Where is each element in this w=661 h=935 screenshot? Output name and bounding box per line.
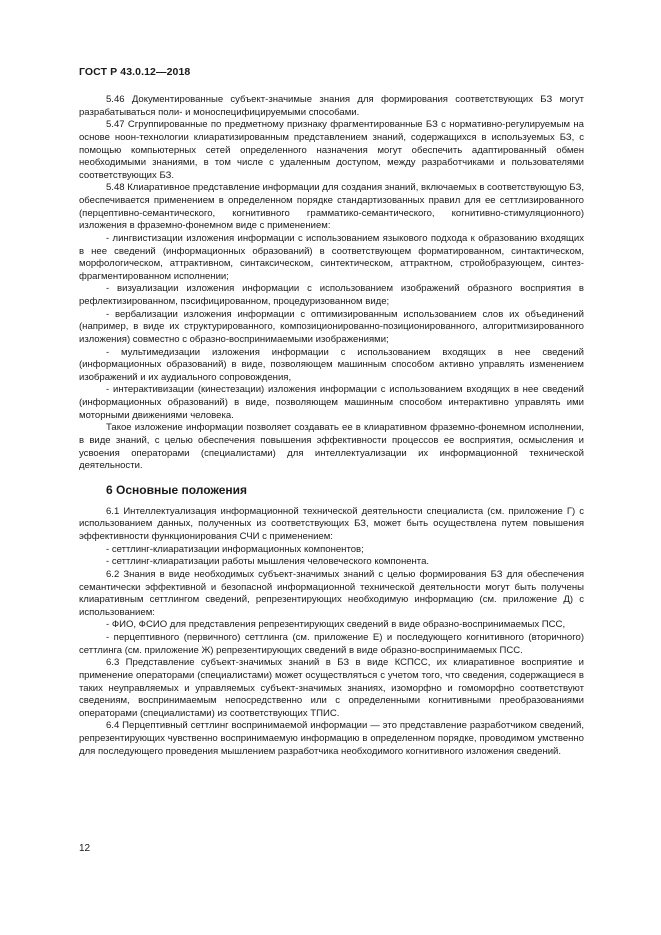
paragraph-5-47: 5.47 Сгруппированные по предметному признаку фрагментированные БЗ с нормативно-регулируемым на основе ноон-технологии клиаратизированным представлением знаний, содержащихся в используемых БЗ, с помощью компьютерных сетей определенного назначения могут обеспечить адаптированный обмен необходимыми знаниями, в том числе с удаленным доступом, между разработчиками и пользователями соответствующих БЗ.	[79, 119, 584, 181]
paragraph-5-48: 5.48 Клиаративное представление информации для создания знаний, включаемых в соответствующую БЗ, обеспечивается применением в определенном порядке стандартизованных правил для ее сеттлизированного (перцептивно-семантического, когнитивного грамматико-семантического, когнитивно-стимуляционного) изложения в фраземно-фонемном виде с применением:	[79, 182, 584, 232]
document-header: ГОСТ Р 43.0.12—2018	[79, 66, 191, 78]
list-item-multimedization: - мультимедизации изложения информации с использованием входящих в нее сведений (информационных образований) в виде, позволяющем машинным способом активно управлять изменением изображений и их аудиального сопровождения,	[79, 346, 584, 383]
section-spacer	[79, 473, 584, 482]
paragraph-6-3: 6.3 Представление субъект-значимых знаний в БЗ в виде КСПСС, их клиаративное восприятие и применение операторами (специалистами) может осуществляться с учетом того, что сведения, содержащиеся в таких неуправляемых и управляемых субъект-значимых знаниях, изоморфно и гомоморфно соответствуют сведениям, воспринимаемым непосредственно или с определенными когнитивными преобразованиями операторами (специалистами) из соответствующих ТПИС.	[79, 657, 584, 719]
paragraph-6-1: 6.1 Интеллектуализация информационной технической деятельности специалиста (см. приложение Г) с использованием данных, полученных из соответствующих БЗ, может быть осуществлена путем повышения эффективности функционирования СЧИ с применением:	[79, 505, 584, 542]
list-item-fio-fsio: - ФИО, ФСИО для представления репрезентирующих сведений в виде образно-воспринимаемых ПСС,	[106, 619, 566, 631]
paragraph-6-4: 6.4 Перцептивный сеттлинг воспринимаемой информации — это представление разработчиком сведений, репрезентирующих чувственно воспринимаемую информацию в определенном порядке, проводимом умственно для последующего проведения мышлением разработчика необходимого когнитивного изложения сведений.	[79, 720, 584, 757]
list-item-info-components: - сеттлинг-клиаратизации информационных компонентов;	[106, 543, 364, 555]
paragraph-5-46: 5.46 Документированные субъект-значимые знания для формирования соответствующих БЗ могут разрабатываться поли- и моноспецифицируемыми способами.	[79, 94, 584, 118]
list-item-linguistization: - лингвистизации изложения информации с использованием языкового подхода к образованию входящих в нее сведений (информационных образований) в соответствующем форматированном, синтактическом, морфологическом, аттрактивном, синтаксическом, синтектическом, аттрактном, стройобразующем, синтез-фрагментированном исполнении;	[79, 232, 584, 282]
section-spacer	[79, 498, 584, 506]
paragraph-6-2: 6.2 Знания в виде необходимых субъект-значимых знаний с целью формирования БЗ для обеспечения семантически эффективной и безопасной информационной технической деятельности могут быть получены клиаративным сеттлингом сведений, репрезентирующих необходимую информацию (см. приложение Д) с использованием:	[79, 568, 584, 618]
list-item-perceptive-settling: - перцептивного (первичного) сеттлинга (см. приложение Е) и последующего когнитивного (вторичного) сеттлинга (см. приложение Ж) репрезентирующих сведений в виде образно-воспринимаемых ПСС.	[79, 632, 584, 656]
list-item-human-component: - сеттлинг-клиаратизации работы мышления человеческого компонента.	[106, 556, 430, 568]
section-title: 6 Основные положения	[106, 482, 248, 497]
list-item-verbalization: - вербализации изложения информации с оптимизированным использованием слов их объединений (например, в виде их структурированного, композиционированно-позиционированного, алгоритмизированного изложения) совместно с образно-воспринимаемыми изображениями;	[79, 308, 584, 345]
page-number: 12	[79, 843, 91, 854]
paragraph-summary: Такое изложение информации позволяет создавать ее в клиаративном фраземно-фонемном исполнении, в виде знаний, с целью обеспечения повышения эффективности процессов ее восприятия, осмысления и усвоения операторами (специалистами) для интеллектуализации их информационной технической деятельности.	[79, 422, 584, 472]
list-item-interactivization: - интерактивизации (кинестезации) изложения информации с использованием входящих в нее сведений (информационных образований) в виде, позволяющем машинным способом интерактивно управлять ими моторными движениями человека.	[79, 384, 584, 421]
list-item-visualization: - визуализации изложения информации с использованием изображений образного восприятия в рефлектизированном, пэсифицированном, процедуризованном виде;	[79, 283, 584, 307]
document-body	[79, 94, 584, 758]
